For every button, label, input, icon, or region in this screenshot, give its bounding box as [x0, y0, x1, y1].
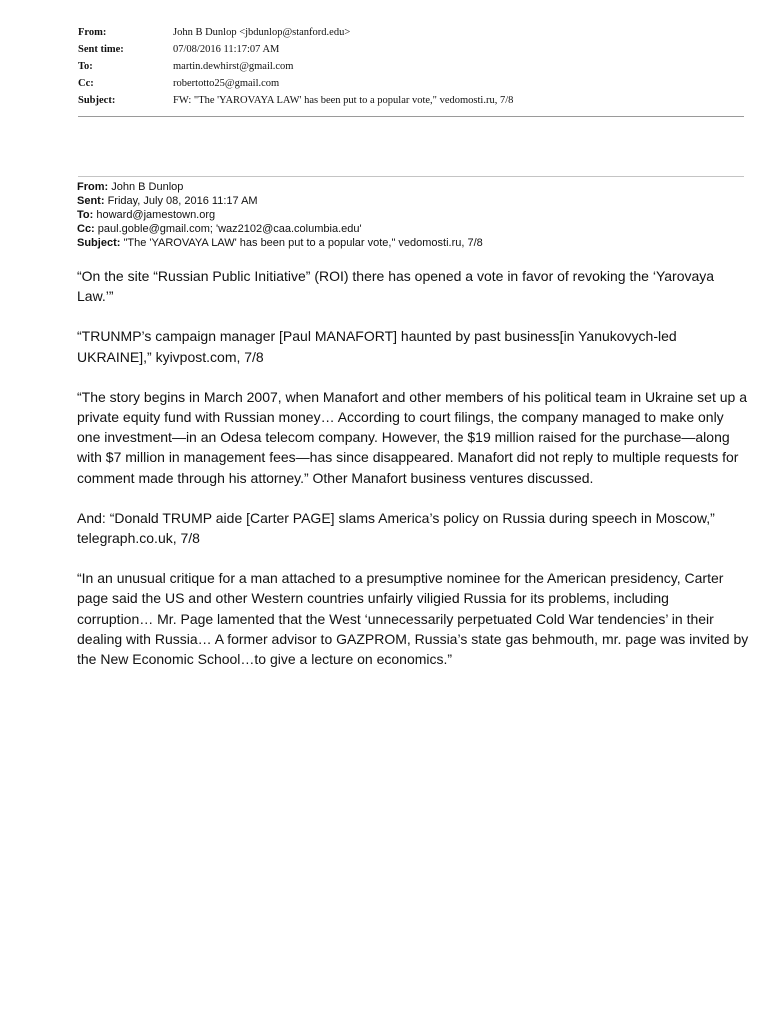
inner-sent-value: Friday, July 08, 2016 11:17 AM [107, 195, 258, 207]
inner-sent-row [77, 194, 747, 208]
inner-from-label: From: [77, 181, 109, 193]
inner-to-row [77, 208, 747, 222]
outer-cc-value: robertotto25@gmail.com [173, 78, 280, 89]
inner-to-label: To: [77, 209, 94, 221]
inner-to-value: howard@jamestown.org [96, 209, 216, 221]
inner-subject-label: Subject: [77, 237, 121, 249]
body-paragraph-page-headline: And: “Donald TRUMP aide [Carter PAGE] slams America’s policy on Russia during speech in Moscow,” telegraph.co.uk, 7/8 [77, 509, 715, 547]
outer-from-label: From: [78, 27, 107, 38]
outer-cc-row [78, 75, 744, 92]
inner-cc-label: Cc: [77, 223, 95, 235]
outer-email-header [78, 24, 744, 109]
outer-from-row [78, 24, 744, 41]
inner-subject-value: "The 'YAROVAYA LAW' has been put to a popular vote," vedomosti.ru, 7/8 [123, 237, 483, 249]
outer-sent-value: 07/08/2016 11:17:07 AM [173, 44, 280, 55]
inner-sent-label: Sent: [77, 195, 105, 207]
inner-from-value: John B Dunlop [111, 181, 184, 193]
forwarded-email-header [77, 180, 747, 250]
outer-to-label: To: [78, 61, 93, 72]
outer-subject-value: FW: "The 'YAROVAYA LAW' has been put to a popular vote," vedomosti.ru, 7/8 [173, 95, 514, 106]
body-paragraph-roi-vote: “On the site “Russian Public Initiative” (ROI) there has opened a vote in favor of revoking the ‘Yarovaya Law.’” [77, 268, 715, 305]
outer-cc-label: Cc: [78, 78, 94, 89]
body-paragraph-manafort-headline: “TRUNMP’s campaign manager [Paul MANAFORT] haunted by past business[in Yanukovych-led UKRAINE],” kyivpost.com, 7/8 [77, 328, 677, 365]
inner-cc-row [77, 222, 747, 236]
outer-subject-row [78, 92, 744, 109]
outer-from-value: John B Dunlop <jbdunlop@stanford.edu> [173, 27, 351, 38]
outer-to-row [78, 58, 744, 75]
forwarded-divider [78, 176, 744, 177]
body-paragraph-page-quote: “In an unusual critique for a man attached to a presumptive nominee for the American presidency, Carter page said the US and other Western countries unfairly viligied Russia for its problems, including corruption… Mr. Page lamented that the West ‘unnecessarily perpetuated Cold War tendencies’ in their dealing with Russia… A former advisor to GAZPROM, Russia’s state gas behmouth, mr. page was invited by the New Economic School…to give a lecture on economics.” [77, 570, 749, 668]
outer-sent-row [78, 41, 744, 58]
outer-sent-label: Sent time: [78, 44, 124, 55]
inner-cc-value: paul.goble@gmail.com; 'waz2102@caa.columbia.edu' [97, 223, 362, 235]
body-paragraph-manafort-quote: “The story begins in March 2007, when Manafort and other members of his political team in Ukraine set up a private equity fund with Russian money… According to court filings, the company managed to make only one investment—in an Odesa telecom company. However, the $19 million raised for the purchase—along with $7 million in management fees—has since disappeared. Manafort did not reply to multiple requests for comment made through his attorney.” Other Manafort business ventures discussed. [77, 388, 747, 486]
header-divider [78, 116, 744, 117]
inner-subject-row [77, 236, 747, 250]
inner-from-row [77, 180, 747, 194]
email-body [77, 266, 749, 689]
outer-subject-label: Subject: [78, 95, 116, 106]
outer-to-value: martin.dewhirst@gmail.com [173, 61, 294, 72]
